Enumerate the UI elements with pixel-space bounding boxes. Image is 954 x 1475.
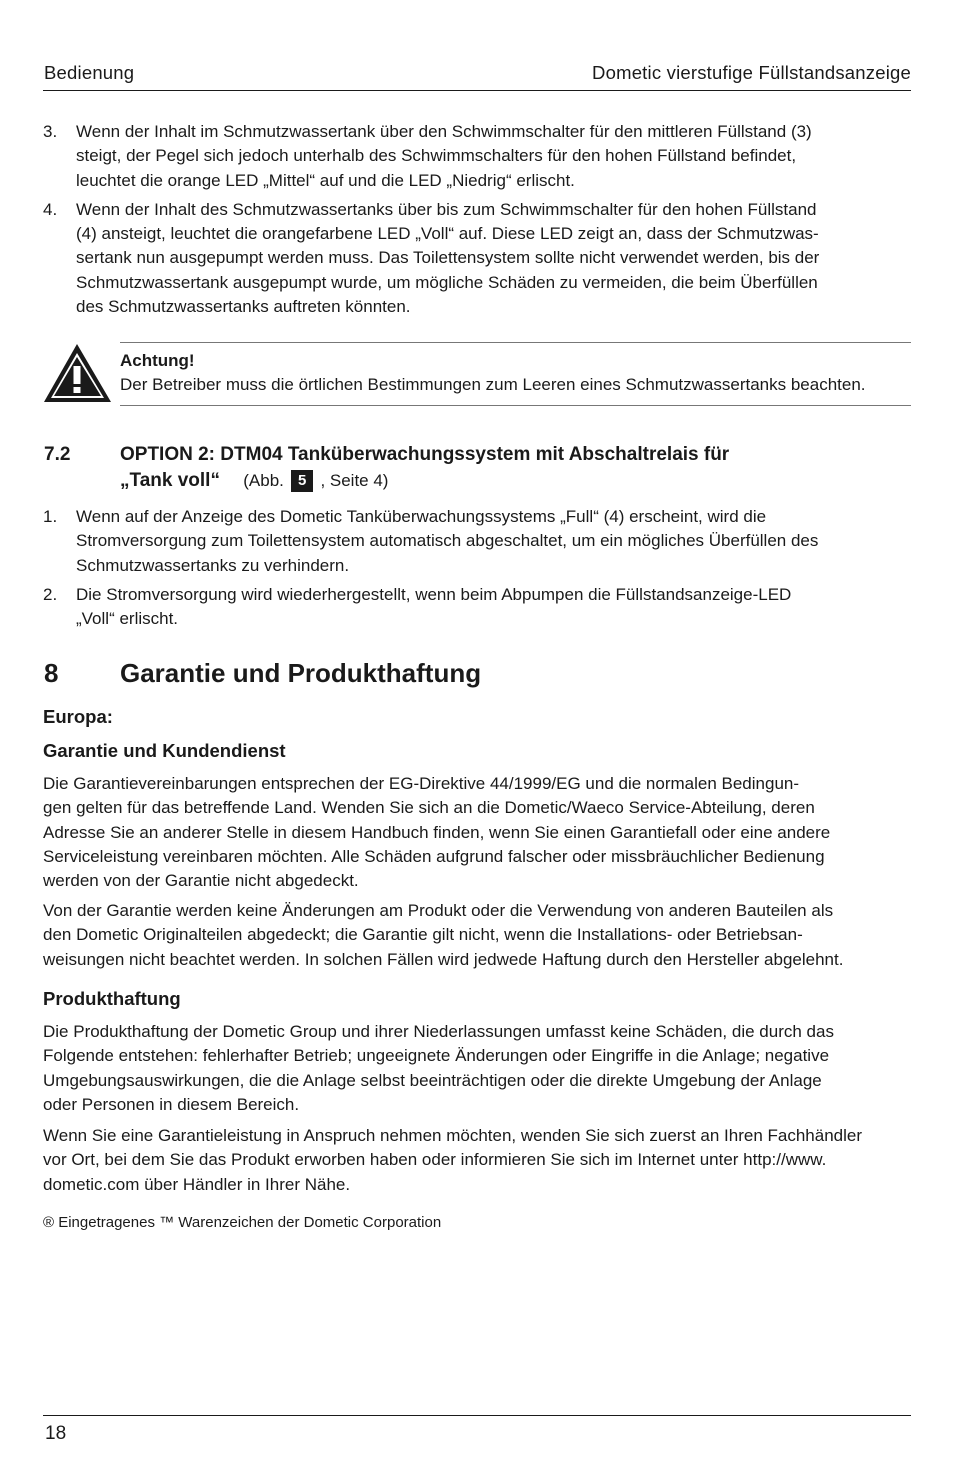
text-line: vor Ort, bei dem Sie das Produkt erworben haben oder informieren Sie sich im Internet unter http://www. — [43, 1150, 827, 1170]
text-line: Schmutzwassertank ausgepumpt wurde, um mögliche Schäden zu vermeiden, die beim Überfüllen — [76, 272, 818, 292]
text-line: Von der Garantie werden keine Änderungen am Produkt oder die Verwendung von anderen Bauteilen als — [43, 901, 834, 920]
section-title-line: OPTION 2: DTM04 Tanküberwachungssystem mit Abschaltrelais für — [120, 444, 730, 465]
figure-ref-suffix: , Seite 4) — [320, 471, 389, 490]
text-line: Schmutzwassertanks zu verhindern. — [76, 555, 350, 575]
warning-title: Achtung! — [120, 351, 195, 370]
text-line: werden von der Garantie nicht abgedeckt. — [43, 871, 359, 891]
text-line: des Schmutzwassertanks auftreten könnten. — [76, 297, 411, 317]
page-header — [43, 60, 911, 91]
text-line: Adresse Sie an anderer Stelle in diesem Handbuch finden, wenn Sie einen Garantiefall oder eine andere — [43, 822, 831, 842]
warranty-paragraph-2 — [43, 899, 911, 972]
warranty-paragraph-1 — [43, 772, 911, 893]
warranty-subheading: Garantie und Kundendienst — [43, 740, 286, 761]
text-line: dometic.com über Händler in Ihrer Nähe. — [43, 1174, 351, 1194]
text-line: Wenn der Inhalt im Schmutzwassertank über den Schwimmschalter für den mittleren Füllstand (3) — [76, 122, 812, 141]
header-product-title: Dometic vierstufige Füllstandsanzeige — [592, 62, 911, 83]
text-line: Umgebungsauswirkungen, die die Anlage selbst beeinträchtigen oder die direkte Umgebung der Anlage — [43, 1070, 822, 1090]
section-title-tank-voll: „Tank voll“ — [120, 470, 220, 491]
list-item — [43, 505, 911, 578]
text-line: Wenn der Inhalt des Schmutzwassertanks über bis zum Schwimmschalter für den hohen Füllstand — [76, 199, 817, 219]
text-line: Die Garantievereinbarungen entsprechen der EG-Direktive 44/1999/EG und die normalen Bedingun- — [43, 774, 800, 793]
warning-box — [120, 342, 911, 406]
section-number: 8 — [44, 658, 59, 688]
figure-number-badge: 5 — [291, 470, 313, 492]
liability-paragraph-1 — [43, 1020, 911, 1117]
section-title: Garantie und Produkthaftung — [120, 658, 482, 688]
list-item — [43, 583, 911, 632]
figure-ref-prefix: (Abb. — [243, 471, 284, 490]
list-item — [43, 120, 911, 193]
list-item-number: 2. — [43, 584, 58, 604]
text-line: (4) ansteigt, leuchtet die orangefarbene LED „Voll“ auf. Diese LED zeigt an, dass der Schmutzwas- — [76, 224, 819, 244]
region-heading: Europa: — [43, 706, 113, 727]
text-line: „Voll“ erlischt. — [76, 609, 179, 629]
list-item-number: 1. — [43, 507, 58, 526]
list-item-number: 3. — [43, 122, 58, 141]
text-line: Wenn auf der Anzeige des Dometic Tanküberwachungssystems „Full“ (4) erscheint, wird die — [76, 507, 767, 526]
section-number: 7.2 — [44, 444, 71, 465]
header-chapter: Bedienung — [44, 62, 135, 83]
text-line: den Dometic Originalteilen abgedeckt; die Garantie gilt nicht, wenn die Installations- oder Betriebsan- — [43, 925, 803, 945]
warning-triangle-icon — [43, 342, 113, 404]
text-line: Stromversorgung zum Toilettensystem automatisch abgeschaltet, um ein mögliches Überfüllen des — [76, 531, 819, 551]
text-line: Die Stromversorgung wird wiederhergestellt, wenn beim Abpumpen die Füllstandsanzeige-LED — [76, 584, 792, 604]
liability-subheading: Produkthaftung — [43, 988, 181, 1009]
page-number: 18 — [45, 1423, 67, 1444]
text-line: leuchtet die orange LED „Mittel“ auf und die LED „Niedrig“ erlischt. — [76, 170, 575, 190]
text-line: steigt, der Pegel sich jedoch unterhalb des Schwimmschalters für den hohen Füllstand befindet, — [76, 146, 797, 166]
text-line: gen gelten für das betreffende Land. Wenden Sie sich an die Dometic/Waeco Service-Abteilung, deren — [43, 798, 815, 818]
text-line: Folgende entstehen: fehlerhafter Betrieb; ungeeignete Änderungen oder Eingriffe in die Anlage; negative — [43, 1046, 830, 1066]
text-line: Die Produkthaftung der Dometic Group und ihrer Niederlassungen umfasst keine Schäden, die durch das — [43, 1022, 834, 1041]
text-line: weisungen nicht beachtet werden. In solchen Fällen wird jedwede Haftung durch den Hersteller abgelehnt. — [43, 949, 844, 969]
text-line: Serviceleistung vereinbaren möchten. Alle Schäden aufgrund falscher oder missbräuchlicher Bedienung — [43, 846, 825, 866]
section-title-line-2 — [120, 468, 911, 494]
text-line: Wenn Sie eine Garantieleistung in Anspruch nehmen möchten, wenden Sie sich zuerst an Ihren Fachhändler — [43, 1126, 863, 1145]
liability-paragraph-2 — [43, 1124, 911, 1197]
warning-text: Der Betreiber muss die örtlichen Bestimmungen zum Leeren eines Schmutzwassertanks beachten. — [120, 375, 866, 394]
operation-steps-list — [43, 120, 911, 319]
trademark-footnote: ® Eingetragenes ™ Warenzeichen der Dometic Corporation — [43, 1214, 442, 1231]
page-footer — [43, 1415, 911, 1444]
list-item-number: 4. — [43, 199, 58, 219]
text-line: sertank nun ausgepumpt werden muss. Das Toilettensystem sollte nicht verwendet werden, bis der — [76, 248, 820, 268]
option2-steps-list — [43, 505, 911, 631]
text-line: oder Personen in diesem Bereich. — [43, 1094, 300, 1114]
list-item — [43, 198, 911, 319]
